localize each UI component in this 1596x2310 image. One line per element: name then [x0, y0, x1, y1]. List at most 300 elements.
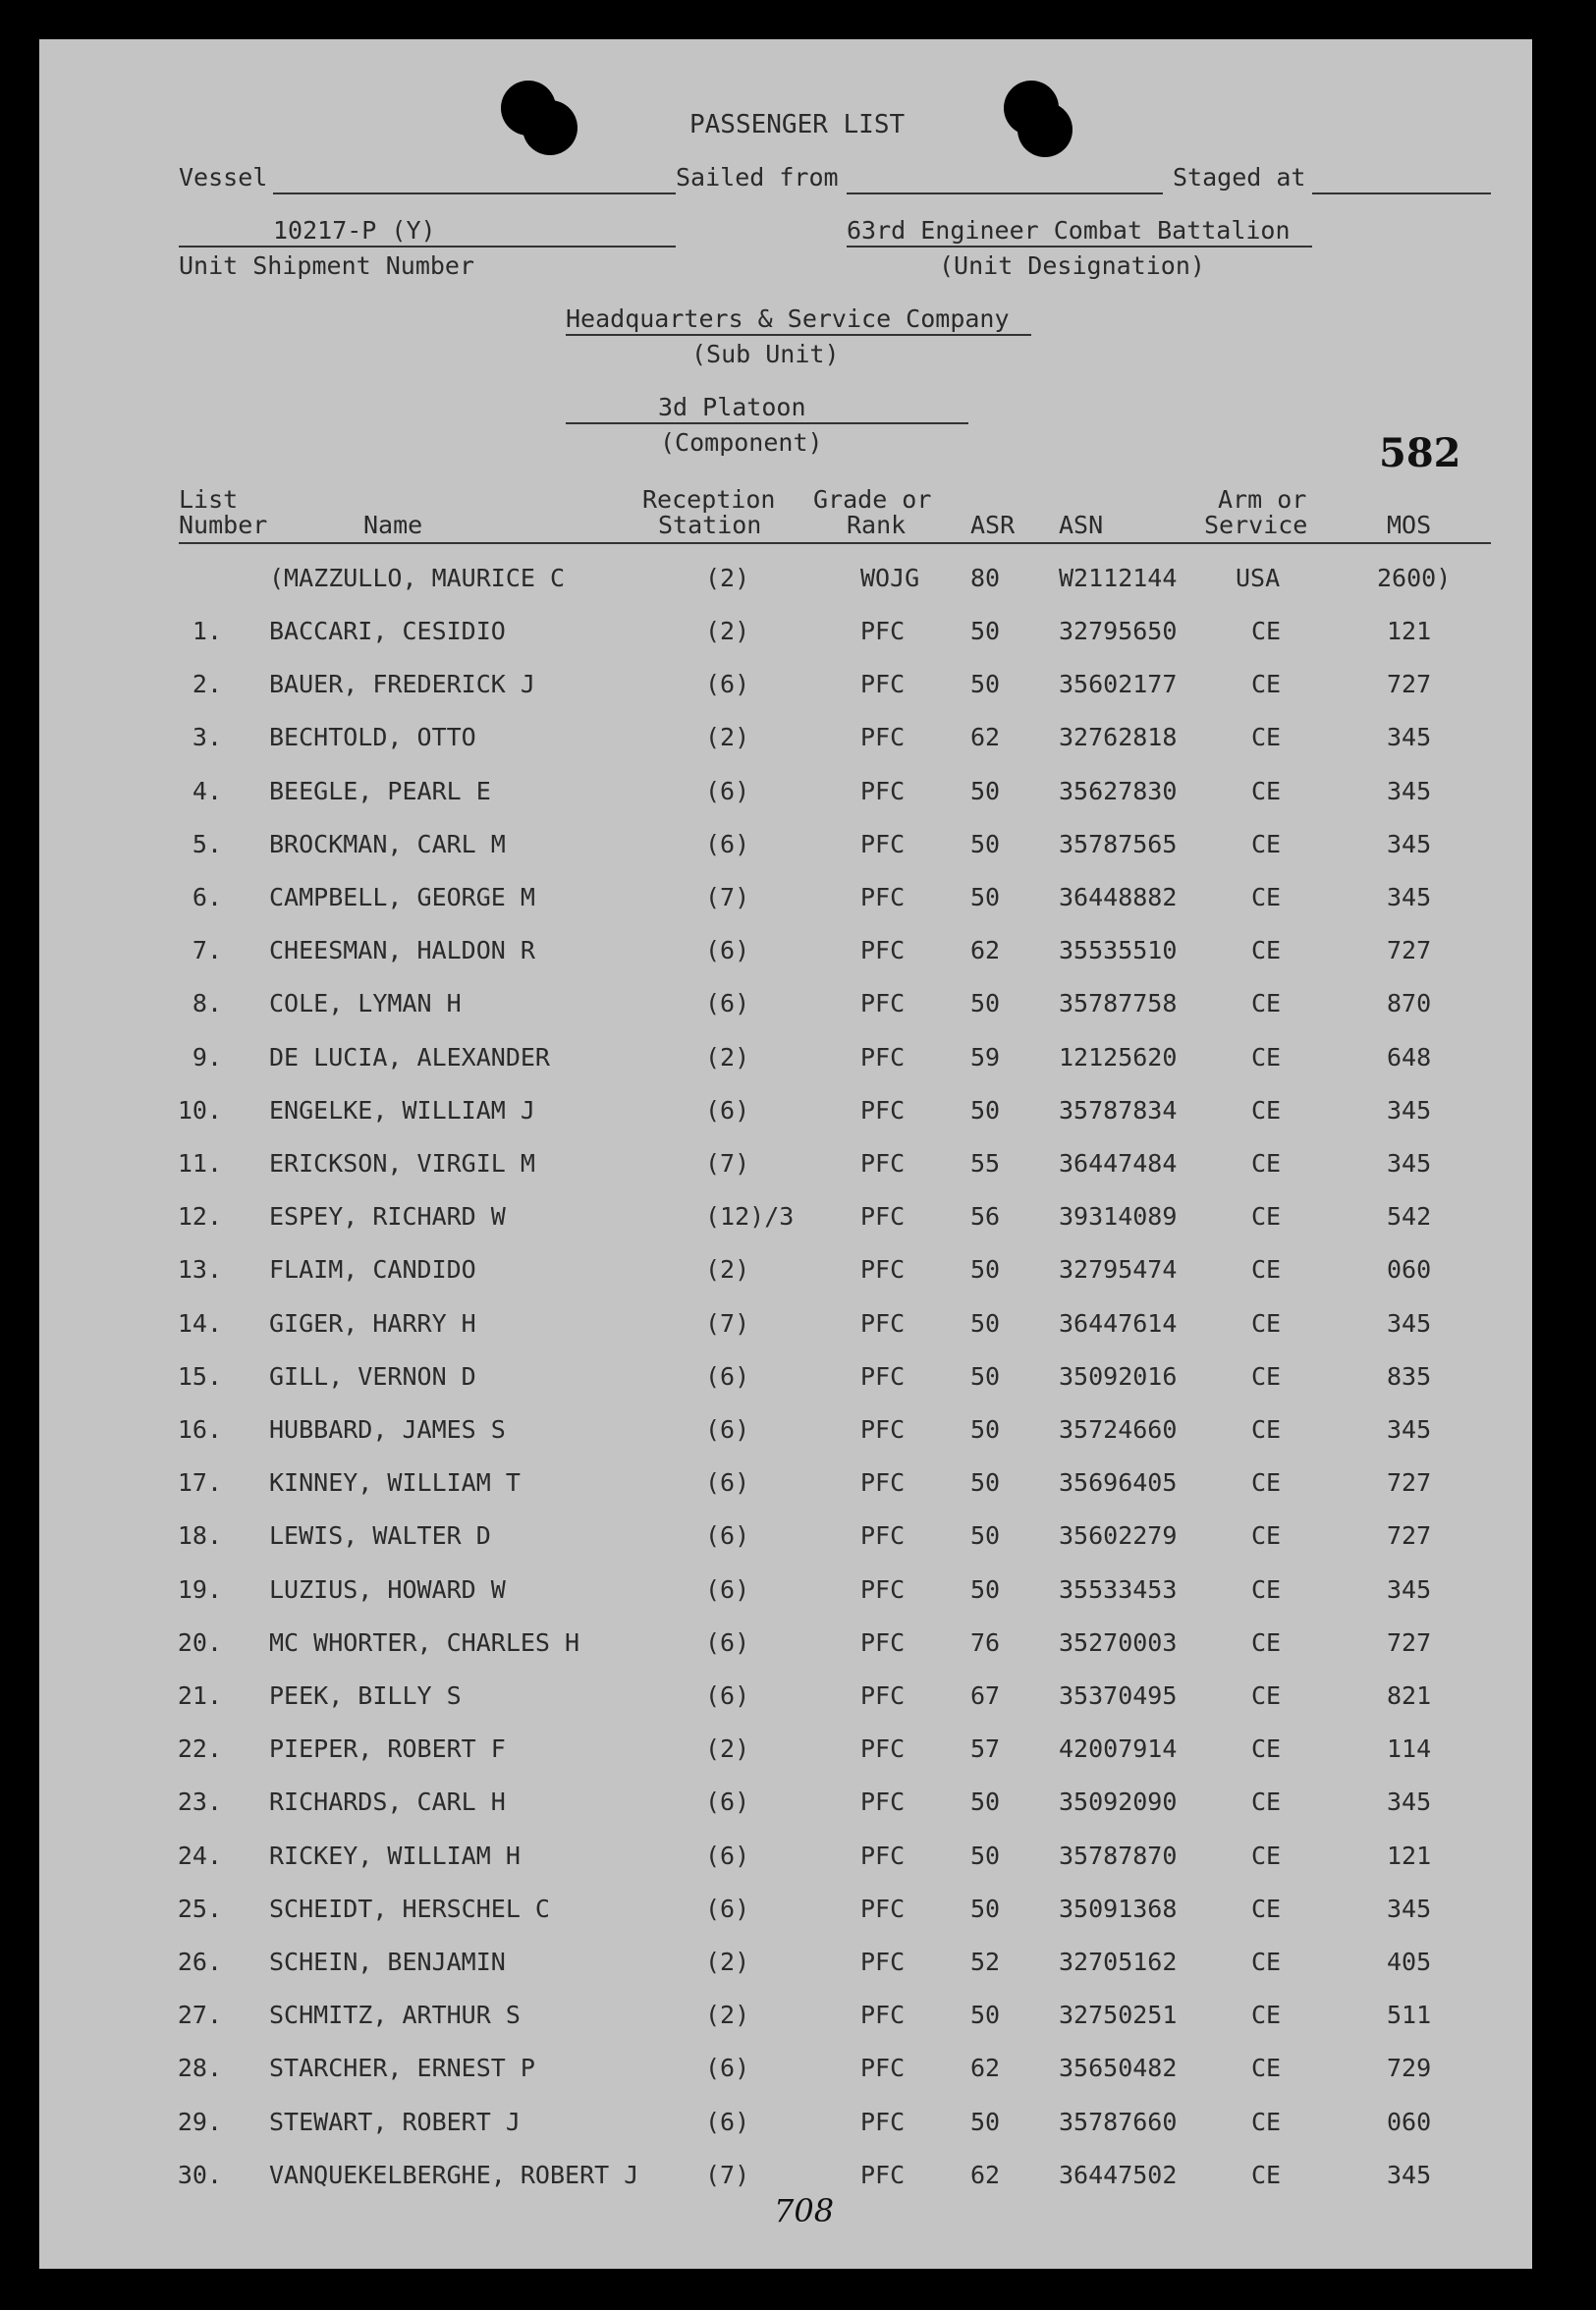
col-reception-1: Reception: [642, 485, 776, 514]
row-station: (7): [705, 1308, 750, 1338]
table-row: [39, 1948, 1532, 1987]
row-asr: 50: [970, 989, 1001, 1018]
row-name: LEWIS, WALTER D: [269, 1521, 491, 1551]
row-rank: PFC: [860, 2160, 906, 2189]
row-asn: 35602279: [1059, 1521, 1178, 1551]
row-asr: 50: [970, 1894, 1001, 1923]
sailed-from-line: [847, 192, 1163, 194]
row-mos: 121: [1387, 617, 1432, 645]
row-number: 8.: [192, 989, 222, 1018]
row-service: CE: [1251, 1521, 1282, 1551]
row-asr: 50: [970, 1788, 1001, 1817]
component: 3d Platoon: [658, 393, 806, 421]
row-mos: 727: [1387, 936, 1432, 965]
row-asn: 35535510: [1059, 936, 1178, 965]
row-asr: 50: [970, 1361, 1001, 1391]
row-asn: 35092090: [1059, 1788, 1178, 1817]
table-row: [39, 2054, 1532, 2093]
row-station: (2): [705, 1734, 750, 1764]
vessel-label: Vessel: [179, 163, 268, 192]
table-row: [39, 1681, 1532, 1721]
row-mos: 835: [1387, 1361, 1432, 1391]
row-station: (6): [705, 776, 750, 805]
punch-hole-right-2: [1018, 102, 1073, 157]
row-asr: 50: [970, 670, 1001, 699]
row-number: 10.: [177, 1095, 222, 1125]
table-row: [39, 1628, 1532, 1668]
row-service: CE: [1251, 936, 1282, 965]
row-number: 28.: [177, 2054, 222, 2083]
row-asn: 36447484: [1059, 1149, 1178, 1178]
row-service: CE: [1251, 1681, 1282, 1710]
row-mos: 727: [1387, 1627, 1432, 1657]
row-rank: PFC: [860, 1202, 906, 1232]
row-mos: 345: [1387, 723, 1432, 752]
row-mos: 345: [1387, 1149, 1432, 1178]
row-rank: PFC: [860, 1095, 906, 1125]
row-asn: 35533453: [1059, 1574, 1178, 1604]
row-name: SCHMITZ, ARTHUR S: [269, 2001, 521, 2030]
passenger-list-page: [39, 39, 1532, 2269]
row-station: (7): [705, 883, 750, 911]
row-number: 5.: [192, 829, 222, 858]
row-station: (2): [705, 1948, 750, 1976]
row-service: CE: [1251, 1415, 1282, 1444]
col-reception-2: Station: [658, 511, 762, 539]
row-station: (6): [705, 1521, 750, 1551]
row-asr: 59: [970, 1042, 1001, 1072]
row-name: GILL, VERNON D: [269, 1361, 476, 1391]
row-name: LUZIUS, HOWARD W: [269, 1574, 506, 1604]
row-number: 15.: [177, 1361, 222, 1391]
row-asr: 67: [970, 1681, 1001, 1710]
row-service: CE: [1251, 776, 1282, 805]
officer-asr: 80: [970, 564, 1001, 592]
row-service: CE: [1251, 617, 1282, 645]
row-rank: PFC: [860, 2107, 906, 2136]
row-name: SCHEIDT, HERSCHEL C: [269, 1894, 550, 1923]
row-station: (6): [705, 670, 750, 699]
officer-mos: 2600): [1377, 564, 1452, 592]
row-service: CE: [1251, 2160, 1282, 2189]
row-mos: 727: [1387, 670, 1432, 699]
row-mos: 345: [1387, 1574, 1432, 1604]
col-arm-1: Arm or: [1218, 485, 1307, 514]
row-name: RICHARDS, CARL H: [269, 1788, 506, 1817]
row-asn: 35724660: [1059, 1415, 1178, 1444]
row-rank: PFC: [860, 723, 906, 752]
row-mos: 345: [1387, 1095, 1432, 1125]
row-number: 9.: [192, 1042, 222, 1072]
row-service: CE: [1251, 1734, 1282, 1764]
row-service: CE: [1251, 1255, 1282, 1285]
row-rank: PFC: [860, 936, 906, 965]
row-asr: 50: [970, 829, 1001, 858]
row-number: 24.: [177, 1841, 222, 1870]
row-name: STEWART, ROBERT J: [269, 2107, 521, 2136]
row-asr: 50: [970, 1521, 1001, 1551]
row-mos: 345: [1387, 829, 1432, 858]
row-service: CE: [1251, 1841, 1282, 1870]
row-number: 3.: [192, 723, 222, 752]
row-rank: PFC: [860, 1468, 906, 1498]
row-service: CE: [1251, 670, 1282, 699]
row-name: CHEESMAN, HALDON R: [269, 936, 535, 965]
row-mos: 648: [1387, 1042, 1432, 1072]
row-asn: 35787758: [1059, 989, 1178, 1018]
row-name: ERICKSON, VIRGIL M: [269, 1149, 535, 1178]
row-station: (2): [705, 2001, 750, 2030]
row-number: 29.: [177, 2107, 222, 2136]
row-name: SCHEIN, BENJAMIN: [269, 1948, 506, 1976]
row-number: 7.: [192, 936, 222, 965]
row-name: FLAIM, CANDIDO: [269, 1255, 476, 1285]
row-asn: 35787565: [1059, 829, 1178, 858]
page-title: PASSENGER LIST: [689, 110, 906, 139]
row-asr: 55: [970, 1149, 1001, 1178]
row-rank: PFC: [860, 1734, 906, 1764]
row-mos: 114: [1387, 1734, 1432, 1764]
shipment-number-line: [179, 246, 676, 248]
sub-unit-line: [566, 334, 1031, 336]
row-asr: 62: [970, 723, 1001, 752]
header-underline: [179, 542, 1491, 544]
table-row: [39, 2001, 1532, 2040]
row-rank: PFC: [860, 989, 906, 1018]
row-name: ENGELKE, WILLIAM J: [269, 1095, 535, 1125]
row-station: (6): [705, 1681, 750, 1710]
row-service: CE: [1251, 2054, 1282, 2083]
row-rank: PFC: [860, 1788, 906, 1817]
row-rank: PFC: [860, 2001, 906, 2030]
col-asr: ASR: [970, 511, 1016, 539]
table-row: [39, 1468, 1532, 1508]
table-row: [39, 830, 1532, 869]
row-mos: 727: [1387, 1521, 1432, 1551]
row-rank: PFC: [860, 829, 906, 858]
row-rank: PFC: [860, 1681, 906, 1710]
row-service: CE: [1251, 1627, 1282, 1657]
row-asn: 36448882: [1059, 883, 1178, 911]
row-service: CE: [1251, 1894, 1282, 1923]
row-number: 1.: [192, 617, 222, 645]
row-asn: 32750251: [1059, 2001, 1178, 2030]
row-mos: 727: [1387, 1468, 1432, 1498]
row-number: 23.: [177, 1788, 222, 1817]
row-asr: 50: [970, 1255, 1001, 1285]
row-rank: PFC: [860, 1894, 906, 1923]
row-asn: 12125620: [1059, 1042, 1178, 1072]
row-name: BACCARI, CESIDIO: [269, 617, 506, 645]
officer-rank: WOJG: [860, 564, 920, 592]
row-asn: 35787870: [1059, 1841, 1178, 1870]
row-asr: 57: [970, 1734, 1001, 1764]
table-row: [39, 1149, 1532, 1188]
row-asn: 35787834: [1059, 1095, 1178, 1125]
row-asr: 76: [970, 1627, 1001, 1657]
row-asr: 50: [970, 1095, 1001, 1125]
col-arm-2: Service: [1204, 511, 1308, 539]
row-mos: 542: [1387, 1202, 1432, 1232]
row-asn: 35787660: [1059, 2107, 1178, 2136]
table-row: [39, 989, 1532, 1028]
row-number: 20.: [177, 1627, 222, 1657]
row-rank: PFC: [860, 670, 906, 699]
row-asn: 35092016: [1059, 1361, 1178, 1391]
row-rank: PFC: [860, 617, 906, 645]
row-mos: 345: [1387, 1788, 1432, 1817]
table-row: [39, 1362, 1532, 1402]
table-row: [39, 936, 1532, 975]
row-asr: 62: [970, 936, 1001, 965]
table-row: [39, 723, 1532, 762]
table-row: [39, 1415, 1532, 1455]
table-row: [39, 1575, 1532, 1615]
row-mos: 345: [1387, 883, 1432, 911]
table-row: [39, 1255, 1532, 1294]
unit-designation-line: [847, 246, 1312, 248]
row-asr: 62: [970, 2054, 1001, 2083]
row-station: (6): [705, 1574, 750, 1604]
row-rank: PFC: [860, 1149, 906, 1178]
row-name: RICKEY, WILLIAM H: [269, 1841, 521, 1870]
row-name: BEEGLE, PEARL E: [269, 776, 491, 805]
row-station: (6): [705, 1415, 750, 1444]
row-service: CE: [1251, 1574, 1282, 1604]
row-asr: 50: [970, 1308, 1001, 1338]
row-station: (6): [705, 1361, 750, 1391]
row-number: 22.: [177, 1734, 222, 1764]
row-mos: 345: [1387, 1415, 1432, 1444]
row-station: (6): [705, 1841, 750, 1870]
row-service: CE: [1251, 1468, 1282, 1498]
row-asn: 42007914: [1059, 1734, 1178, 1764]
row-asr: 50: [970, 776, 1001, 805]
row-service: CE: [1251, 1042, 1282, 1072]
row-number: 27.: [177, 2001, 222, 2030]
row-name: ESPEY, RICHARD W: [269, 1202, 506, 1232]
row-rank: PFC: [860, 883, 906, 911]
officer-station: (2): [705, 564, 750, 592]
col-list-number-1: List: [179, 485, 239, 514]
row-number: 4.: [192, 776, 222, 805]
sub-unit: Headquarters & Service Company: [566, 304, 1010, 333]
component-line: [566, 422, 968, 424]
row-number: 14.: [177, 1308, 222, 1338]
vessel-line: [273, 192, 676, 194]
table-row: [39, 1842, 1532, 1881]
row-name: STARCHER, ERNEST P: [269, 2054, 535, 2083]
row-number: 2.: [192, 670, 222, 699]
row-mos: 405: [1387, 1948, 1432, 1976]
table-row: [39, 1096, 1532, 1135]
row-asn: 35696405: [1059, 1468, 1178, 1498]
unit-designation-label: (Unit Designation): [939, 251, 1205, 280]
table-row: [39, 1895, 1532, 1934]
row-mos: 060: [1387, 2107, 1432, 2136]
sub-unit-label: (Sub Unit): [691, 340, 840, 368]
sailed-from-label: Sailed from: [676, 163, 839, 192]
row-service: CE: [1251, 1948, 1282, 1976]
table-row: [39, 1521, 1532, 1561]
row-station: (6): [705, 1894, 750, 1923]
row-asn: 32705162: [1059, 1948, 1178, 1976]
row-asr: 50: [970, 1841, 1001, 1870]
row-station: (2): [705, 1255, 750, 1285]
row-service: CE: [1251, 1308, 1282, 1338]
row-rank: PFC: [860, 2054, 906, 2083]
table-row: [39, 1202, 1532, 1241]
row-station: (6): [705, 829, 750, 858]
row-asn: 36447614: [1059, 1308, 1178, 1338]
col-name: Name: [363, 511, 423, 539]
row-rank: PFC: [860, 1521, 906, 1551]
row-asn: 39314089: [1059, 1202, 1178, 1232]
row-number: 16.: [177, 1415, 222, 1444]
row-number: 19.: [177, 1574, 222, 1604]
row-service: CE: [1251, 2107, 1282, 2136]
row-rank: PFC: [860, 1042, 906, 1072]
row-asn: 32795474: [1059, 1255, 1178, 1285]
row-name: PIEPER, ROBERT F: [269, 1734, 506, 1764]
row-number: 26.: [177, 1948, 222, 1976]
officer-asn: W2112144: [1059, 564, 1178, 592]
row-asr: 50: [970, 883, 1001, 911]
officer-name: (MAZZULLO, MAURICE C: [269, 564, 566, 592]
row-mos: 060: [1387, 1255, 1432, 1285]
row-name: BAUER, FREDERICK J: [269, 670, 535, 699]
row-rank: PFC: [860, 1308, 906, 1338]
col-grade-2: Rank: [847, 511, 907, 539]
row-station: (7): [705, 1149, 750, 1178]
row-service: CE: [1251, 883, 1282, 911]
row-rank: PFC: [860, 1574, 906, 1604]
table-row: [39, 1788, 1532, 1827]
row-service: CE: [1251, 1788, 1282, 1817]
handwritten-total: 708: [774, 2192, 835, 2229]
table-row: [39, 1043, 1532, 1082]
row-mos: 511: [1387, 2001, 1432, 2030]
table-row: [39, 617, 1532, 656]
component-label: (Component): [660, 428, 823, 457]
row-station: (2): [705, 723, 750, 752]
row-name: CAMPBELL, GEORGE M: [269, 883, 535, 911]
row-name: PEEK, BILLY S: [269, 1681, 462, 1710]
row-rank: PFC: [860, 1627, 906, 1657]
row-station: (7): [705, 2160, 750, 2189]
row-asr: 50: [970, 2001, 1001, 2030]
row-mos: 345: [1387, 776, 1432, 805]
shipment-number: 10217-P (Y): [273, 216, 436, 245]
staged-at-label: Staged at: [1173, 163, 1306, 192]
row-number: 30.: [177, 2160, 222, 2189]
row-number: 13.: [177, 1255, 222, 1285]
row-asr: 50: [970, 2107, 1001, 2136]
row-asn: 35650482: [1059, 2054, 1178, 2083]
table-row: [39, 883, 1532, 922]
col-mos: MOS: [1387, 511, 1432, 539]
row-asn: 35627830: [1059, 776, 1178, 805]
row-asr: 56: [970, 1202, 1001, 1232]
col-grade-1: Grade or: [813, 485, 932, 514]
row-name: GIGER, HARRY H: [269, 1308, 476, 1338]
row-name: KINNEY, WILLIAM T: [269, 1468, 521, 1498]
row-name: HUBBARD, JAMES S: [269, 1415, 506, 1444]
row-number: 17.: [177, 1468, 222, 1498]
row-name: VANQUEKELBERGHE, ROBERT J: [269, 2160, 639, 2189]
row-mos: 121: [1387, 1841, 1432, 1870]
row-number: 21.: [177, 1681, 222, 1710]
row-name: BROCKMAN, CARL M: [269, 829, 506, 858]
row-name: BECHTOLD, OTTO: [269, 723, 476, 752]
officer-service: USA: [1236, 564, 1281, 592]
table-row: [39, 670, 1532, 709]
row-asn: 35270003: [1059, 1627, 1178, 1657]
staged-at-line: [1312, 192, 1491, 194]
row-station: (12)/3: [705, 1202, 795, 1232]
row-number: 12.: [177, 1202, 222, 1232]
row-number: 25.: [177, 1894, 222, 1923]
row-asn: 35091368: [1059, 1894, 1178, 1923]
shipment-number-label: Unit Shipment Number: [179, 251, 475, 280]
row-asn: 35370495: [1059, 1681, 1178, 1710]
row-station: (6): [705, 1627, 750, 1657]
row-asn: 35602177: [1059, 670, 1178, 699]
row-mos: 729: [1387, 2054, 1432, 2083]
row-rank: PFC: [860, 1255, 906, 1285]
page-number: 582: [1379, 430, 1461, 476]
row-mos: 870: [1387, 989, 1432, 1018]
row-asn: 36447502: [1059, 2160, 1178, 2189]
row-service: CE: [1251, 1149, 1282, 1178]
row-rank: PFC: [860, 776, 906, 805]
row-station: (6): [705, 2107, 750, 2136]
row-station: (6): [705, 1095, 750, 1125]
row-asr: 62: [970, 2160, 1001, 2189]
officer-row: [39, 564, 1532, 603]
row-asr: 50: [970, 617, 1001, 645]
row-name: MC WHORTER, CHARLES H: [269, 1627, 580, 1657]
row-asr: 50: [970, 1468, 1001, 1498]
row-mos: 821: [1387, 1681, 1432, 1710]
row-service: CE: [1251, 1361, 1282, 1391]
row-service: CE: [1251, 989, 1282, 1018]
row-rank: PFC: [860, 1415, 906, 1444]
row-station: (6): [705, 1788, 750, 1817]
row-service: CE: [1251, 723, 1282, 752]
punch-hole-left-2: [523, 100, 578, 155]
row-service: CE: [1251, 829, 1282, 858]
row-service: CE: [1251, 2001, 1282, 2030]
row-station: (6): [705, 936, 750, 965]
row-station: (6): [705, 989, 750, 1018]
row-service: CE: [1251, 1095, 1282, 1125]
row-asr: 50: [970, 1415, 1001, 1444]
unit-designation: 63rd Engineer Combat Battalion: [847, 216, 1291, 245]
col-asn: ASN: [1059, 511, 1104, 539]
table-row: [39, 777, 1532, 816]
row-rank: PFC: [860, 1841, 906, 1870]
row-number: 11.: [177, 1149, 222, 1178]
row-asr: 50: [970, 1574, 1001, 1604]
row-mos: 345: [1387, 2160, 1432, 2189]
row-service: CE: [1251, 1202, 1282, 1232]
table-row: [39, 1309, 1532, 1348]
row-asr: 52: [970, 1948, 1001, 1976]
row-mos: 345: [1387, 1308, 1432, 1338]
row-mos: 345: [1387, 1894, 1432, 1923]
row-rank: PFC: [860, 1948, 906, 1976]
